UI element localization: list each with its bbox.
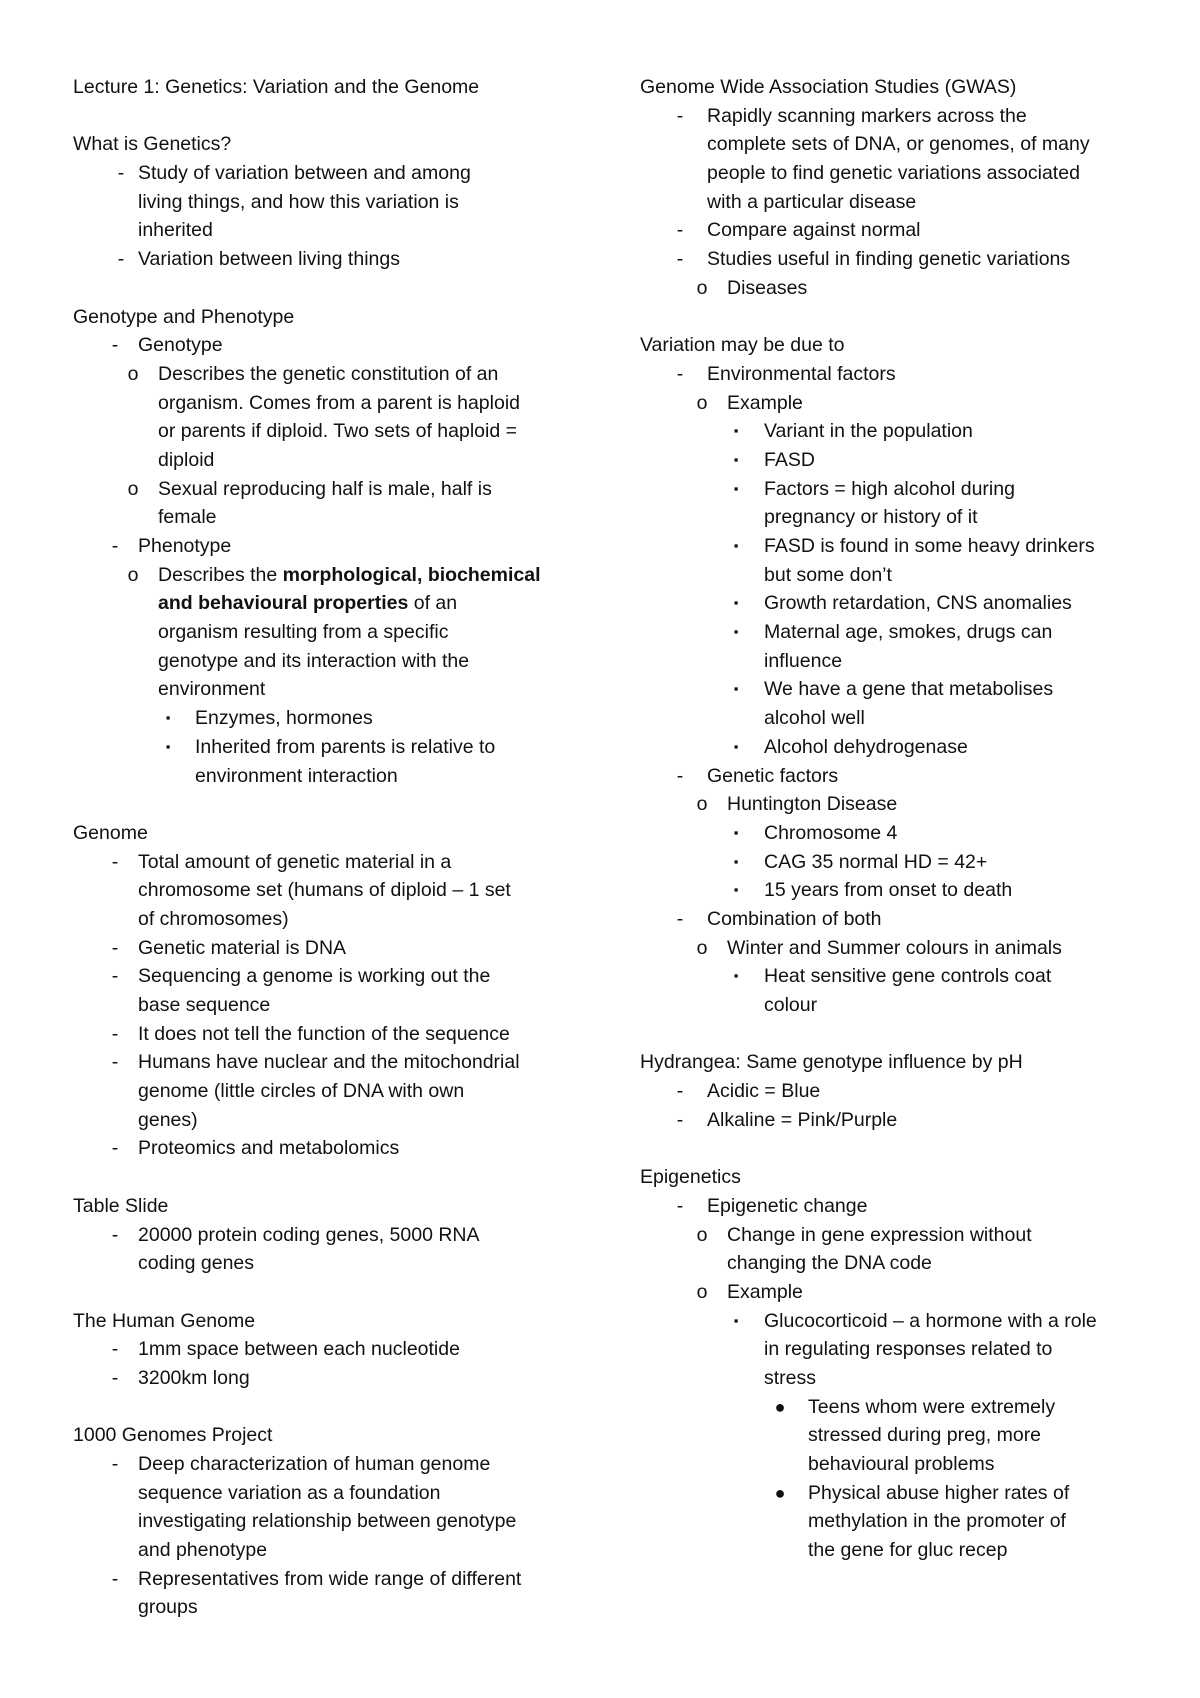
dash-bullet-icon: - bbox=[676, 907, 684, 930]
section-heading-table-slide: Table Slide bbox=[73, 1194, 169, 1217]
dash-bullet-icon: - bbox=[117, 162, 125, 185]
square-bullet-icon: ▪ bbox=[733, 480, 739, 496]
square-bullet-icon: ▪ bbox=[733, 882, 739, 898]
list-item-continuation: stress bbox=[764, 1366, 817, 1389]
list-item: - Combination of both bbox=[640, 905, 1160, 934]
dash-bullet-icon: - bbox=[117, 248, 125, 271]
square-bullet-icon: ▪ bbox=[733, 423, 739, 439]
list-item-continuation: or parents if diploid. Two sets of haploid = bbox=[158, 420, 517, 443]
list-item: - Studies useful in finding genetic variations bbox=[640, 245, 1160, 274]
circle-bullet-icon: o bbox=[696, 793, 708, 816]
dash-bullet-icon: - bbox=[111, 334, 119, 357]
list-item: - Total amount of genetic material in a bbox=[73, 848, 593, 877]
list-item-continuation: in regulating responses related to bbox=[764, 1338, 1053, 1361]
dash-bullet-icon: - bbox=[111, 1366, 119, 1389]
section-heading-gwas: Genome Wide Association Studies (GWAS) bbox=[640, 76, 1017, 98]
left-column bbox=[73, 73, 593, 1622]
list-item-continuation: groups bbox=[138, 1596, 198, 1619]
list-item-continuation: base sequence bbox=[138, 994, 271, 1016]
circle-bullet-icon: o bbox=[696, 391, 708, 414]
list-item-continuation: alcohol well bbox=[764, 707, 865, 730]
list-item: ▪ Heat sensitive gene controls coat bbox=[640, 962, 1160, 991]
dash-bullet-icon: - bbox=[111, 965, 119, 988]
dash-bullet-icon: - bbox=[676, 104, 684, 127]
dash-bullet-icon: - bbox=[676, 1108, 684, 1131]
list-item-continuation: organism. Comes from a parent is haploid bbox=[158, 391, 520, 414]
square-bullet-icon: ▪ bbox=[733, 853, 739, 869]
dash-bullet-icon: - bbox=[111, 1223, 119, 1246]
square-bullet-icon: ▪ bbox=[733, 451, 739, 467]
list-item: o Sexual reproducing half is male, half is bbox=[73, 475, 593, 504]
list-item: ▪ FASD is found in some heavy drinkers bbox=[640, 532, 1160, 561]
circle-bullet-icon: o bbox=[696, 276, 708, 299]
list-item-continuation: with a particular disease bbox=[707, 190, 917, 213]
list-item-continuation: and behavioural properties of an bbox=[158, 592, 458, 615]
dot-bullet-icon: ● bbox=[774, 1482, 786, 1503]
list-item-continuation: methylation in the promoter of bbox=[808, 1510, 1066, 1533]
bold-text: morphological, biochemical bbox=[282, 563, 541, 586]
list-item: - Genetic material is DNA bbox=[73, 934, 593, 963]
list-item: - 20000 protein coding genes, 5000 RNA bbox=[73, 1221, 593, 1250]
list-item: ▪ Maternal age, smokes, drugs can bbox=[640, 618, 1160, 647]
list-item: ▪ Chromosome 4 bbox=[640, 819, 1160, 848]
list-item: ● Teens whom were extremely bbox=[640, 1393, 1160, 1422]
list-item-continuation: complete sets of DNA, or genomes, of many bbox=[707, 133, 1090, 156]
list-item: - Alkaline = Pink/Purple bbox=[640, 1106, 1160, 1135]
list-item-continuation: inherited bbox=[138, 219, 213, 242]
section-heading-human-genome: The Human Genome bbox=[73, 1309, 256, 1332]
section-heading-genome: Genome bbox=[73, 821, 148, 844]
list-item: ▪ Variant in the population bbox=[640, 417, 1160, 446]
list-item: - 3200km long bbox=[73, 1364, 593, 1393]
list-item: ▪ We have a gene that metabolises bbox=[640, 675, 1160, 704]
dash-bullet-icon: - bbox=[111, 1453, 119, 1475]
square-bullet-icon: ▪ bbox=[733, 1312, 739, 1328]
circle-bullet-icon: o bbox=[696, 1223, 708, 1246]
list-item: - Acidic = Blue bbox=[640, 1077, 1160, 1106]
list-item: - Environmental factors bbox=[640, 360, 1160, 389]
list-item-continuation: but some don’t bbox=[764, 563, 892, 586]
list-item: - Epigenetic change bbox=[640, 1192, 1160, 1221]
list-item: ▪ CAG 35 normal HD = 42+ bbox=[640, 848, 1160, 877]
list-item: o Winter and Summer colours in animals bbox=[640, 934, 1160, 963]
square-bullet-icon: ▪ bbox=[733, 595, 739, 611]
dash-bullet-icon: - bbox=[676, 764, 684, 787]
list-item-continuation: female bbox=[158, 506, 217, 529]
list-item: ▪ Factors = high alcohol during bbox=[640, 475, 1160, 504]
list-item-continuation: genotype and its interaction with the bbox=[158, 649, 470, 672]
list-item: o Diseases bbox=[640, 274, 1160, 303]
section-heading-what-is-genetics: What is Genetics? bbox=[73, 133, 232, 156]
list-item: o Change in gene expression without bbox=[640, 1221, 1160, 1250]
list-item-continuation: sequence variation as a foundation bbox=[138, 1481, 441, 1504]
list-item: ▪ Glucocorticoid – a hormone with a role bbox=[640, 1307, 1160, 1336]
list-item: o Describes the morphological, biochemical bbox=[73, 561, 593, 590]
dash-bullet-icon: - bbox=[676, 362, 684, 385]
list-item-continuation: pregnancy or history of it bbox=[764, 506, 978, 529]
list-item-continuation: investigating relationship between genotype bbox=[138, 1510, 517, 1533]
square-bullet-icon: ▪ bbox=[733, 681, 739, 697]
dash-bullet-icon: - bbox=[111, 535, 119, 557]
list-item-continuation: diploid bbox=[158, 448, 215, 471]
square-bullet-icon: ▪ bbox=[165, 710, 171, 726]
list-item: ▪ Enzymes, hormones bbox=[73, 704, 593, 733]
list-item: - Representatives from wide range of different bbox=[73, 1565, 593, 1594]
list-item-continuation: chromosome set (humans of diploid – 1 set bbox=[138, 879, 511, 902]
list-item-continuation: colour bbox=[764, 994, 818, 1016]
document-title: Lecture 1: Genetics: Variation and the Genome bbox=[73, 76, 480, 98]
dash-bullet-icon: - bbox=[111, 1022, 119, 1045]
square-bullet-icon: ▪ bbox=[733, 968, 739, 984]
list-item: ● Physical abuse higher rates of bbox=[640, 1479, 1160, 1508]
circle-bullet-icon: o bbox=[696, 1280, 708, 1303]
list-item-continuation: environment bbox=[158, 678, 266, 701]
list-item: ▪ FASD bbox=[640, 446, 1160, 475]
list-item: - Genetic factors bbox=[640, 762, 1160, 791]
list-item-continuation: the gene for gluc recep bbox=[808, 1539, 1008, 1562]
square-bullet-icon: ▪ bbox=[733, 824, 739, 840]
list-item: - Sequencing a genome is working out the bbox=[73, 962, 593, 991]
dash-bullet-icon: - bbox=[111, 1137, 119, 1160]
list-item: ▪ 15 years from onset to death bbox=[640, 876, 1160, 905]
dash-bullet-icon: - bbox=[111, 1338, 119, 1361]
dot-bullet-icon: ● bbox=[774, 1396, 786, 1417]
circle-bullet-icon: o bbox=[127, 563, 139, 586]
list-item-continuation: people to find genetic variations associated bbox=[707, 162, 1080, 185]
list-item: o Example bbox=[640, 1278, 1160, 1307]
list-item-continuation: and phenotype bbox=[138, 1539, 268, 1562]
section-heading-1000-genomes: 1000 Genomes Project bbox=[73, 1424, 273, 1447]
list-item-continuation: organism resulting from a specific bbox=[158, 621, 449, 644]
dash-bullet-icon: - bbox=[676, 1080, 684, 1103]
list-item-continuation: stressed during preg, more bbox=[808, 1424, 1042, 1447]
list-item-continuation: behavioural problems bbox=[808, 1453, 995, 1475]
list-item-continuation: genome (little circles of DNA with own bbox=[138, 1080, 465, 1103]
section-heading-variation: Variation may be due to bbox=[640, 334, 845, 357]
dash-bullet-icon: - bbox=[676, 219, 684, 242]
list-item-continuation: changing the DNA code bbox=[727, 1252, 932, 1275]
list-item-continuation: genes) bbox=[138, 1108, 198, 1131]
circle-bullet-icon: o bbox=[127, 477, 139, 500]
square-bullet-icon: ▪ bbox=[733, 738, 739, 754]
section-heading-genotype-phenotype: Genotype and Phenotype bbox=[73, 305, 295, 328]
section-heading-hydrangea: Hydrangea: Same genotype influence by pH bbox=[640, 1051, 1023, 1074]
list-item: ▪ Alcohol dehydrogenase bbox=[640, 733, 1160, 762]
list-item: o Describes the genetic constitution of an bbox=[73, 360, 593, 389]
section-heading-epigenetics: Epigenetics bbox=[640, 1166, 741, 1189]
list-item: - Proteomics and metabolomics bbox=[73, 1134, 593, 1163]
bold-text: and behavioural properties bbox=[158, 592, 409, 615]
list-item: o Example bbox=[640, 389, 1160, 418]
list-item: - Variation between living things bbox=[73, 245, 593, 274]
list-item: ▪ Inherited from parents is relative to bbox=[73, 733, 593, 762]
dash-bullet-icon: - bbox=[676, 1194, 684, 1217]
circle-bullet-icon: o bbox=[696, 936, 708, 959]
square-bullet-icon: ▪ bbox=[733, 538, 739, 553]
list-item: - Humans have nuclear and the mitochondrial bbox=[73, 1048, 593, 1077]
dash-bullet-icon: - bbox=[111, 936, 119, 959]
dash-bullet-icon: - bbox=[676, 248, 684, 271]
right-column bbox=[640, 73, 1160, 1565]
list-item-continuation: coding genes bbox=[138, 1252, 255, 1275]
square-bullet-icon: ▪ bbox=[165, 738, 171, 754]
list-item: - Genotype bbox=[73, 331, 593, 360]
list-item: - It does not tell the function of the sequence bbox=[73, 1020, 593, 1049]
list-item-continuation: of chromosomes) bbox=[138, 907, 289, 930]
dash-bullet-icon: - bbox=[111, 1051, 119, 1074]
list-item-continuation: environment interaction bbox=[195, 764, 398, 787]
list-item: o Huntington Disease bbox=[640, 790, 1160, 819]
list-item: - Compare against normal bbox=[640, 216, 1160, 245]
list-item: - Study of variation between and among bbox=[73, 159, 593, 188]
list-item-continuation: living things, and how this variation is bbox=[138, 190, 459, 213]
square-bullet-icon: ▪ bbox=[733, 624, 739, 640]
list-item: - 1mm space between each nucleotide bbox=[73, 1335, 593, 1364]
list-item: - Phenotype bbox=[73, 532, 593, 561]
dash-bullet-icon: - bbox=[111, 1567, 119, 1590]
list-item: ▪ Growth retardation, CNS anomalies bbox=[640, 589, 1160, 618]
dash-bullet-icon: - bbox=[111, 850, 119, 873]
list-item-continuation: influence bbox=[764, 649, 843, 672]
circle-bullet-icon: o bbox=[127, 362, 139, 385]
list-item: - Deep characterization of human genome bbox=[73, 1450, 593, 1479]
list-item: - Rapidly scanning markers across the bbox=[640, 102, 1160, 131]
